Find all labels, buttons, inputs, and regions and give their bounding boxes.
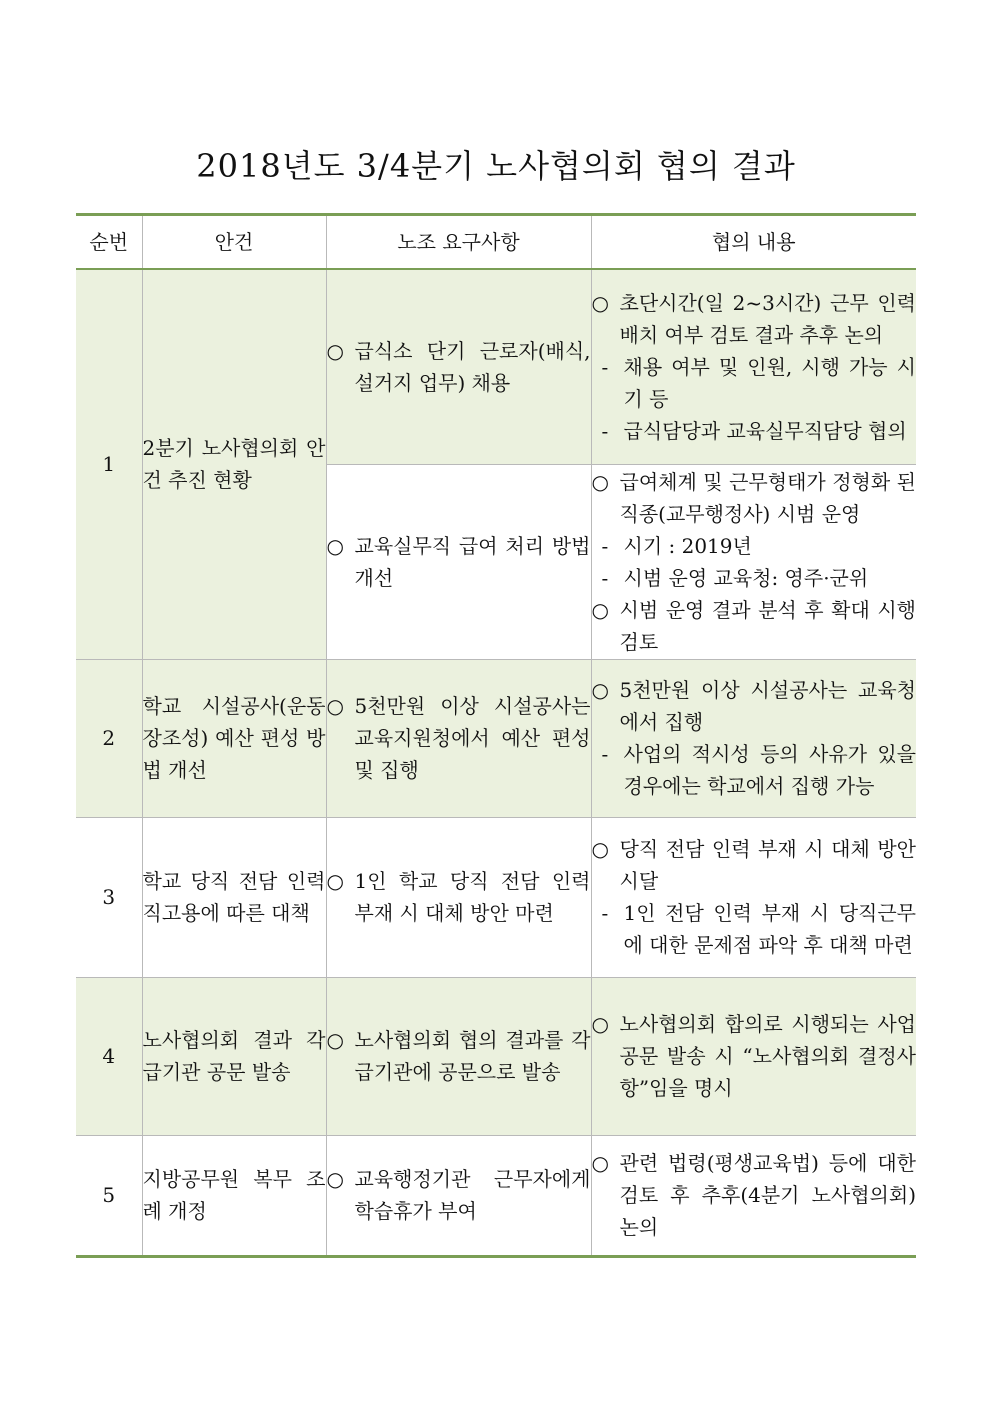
result-cell: ○ 급여체계 및 근무형태가 정형화 된 직종(교무행정사) 시범 운영 - 시기 : 2019년 - 시범 운영 교육청: 영주·군위 ○ 시범 운영 결과 분석 후 확대 시행 검토 <box>591 464 916 659</box>
result-item: 당직 전담 인력 부재 시 대체 방안 시달 <box>619 837 916 893</box>
table-row <box>76 269 916 464</box>
header-row <box>76 215 916 270</box>
row-number: 4 <box>76 977 142 1135</box>
result-cell: ○ 관련 법령(평생교육법) 등에 대한 검토 후 추후(4분기 노사협의회) 논의 <box>591 1135 916 1256</box>
request-cell: ○ 교육행정기관 근무자에게 학습휴가 부여 <box>326 1135 591 1256</box>
table-row <box>76 1135 916 1256</box>
header-no: 순번 <box>76 215 142 270</box>
table-row <box>76 817 916 977</box>
agenda-cell: 학교 시설공사(운동장조성) 예산 편성 방법 개선 <box>142 659 326 817</box>
row-number: 1 <box>76 269 142 659</box>
agenda-cell: 지방공무원 복무 조례 개정 <box>142 1135 326 1256</box>
request-cell: ○ 1인 학교 당직 전담 인력 부재 시 대체 방안 마련 <box>326 817 591 977</box>
result-cell: ○ 당직 전담 인력 부재 시 대체 방안 시달 - 1인 전담 인력 부재 시 당직근무에 대한 문제점 파악 후 대책 마련 <box>591 817 916 977</box>
request-text: 급식소 단기 근로자(배식, 설거지 업무) 채용 <box>354 338 591 395</box>
row-number: 5 <box>76 1135 142 1256</box>
request-text: 1인 학교 당직 전담 인력 부재 시 대체 방안 마련 <box>354 869 591 925</box>
document-title: 2018년도 3/4분기 노사협의회 협의 결과 <box>196 147 796 185</box>
result-cell: ○ 5천만원 이상 시설공사는 교육청에서 집행 - 사업의 적시성 등의 사유가 있을 경우에는 학교에서 집행 가능 <box>591 659 916 817</box>
row-number: 2 <box>76 659 142 817</box>
request-text: 교육실무직 급여 처리 방법 개선 <box>354 533 591 590</box>
result-item: 관련 법령(평생교육법) 등에 대한 검토 후 추후(4분기 노사협의회) 논의 <box>619 1151 916 1239</box>
result-item: 시범 운영 결과 분석 후 확대 시행 검토 <box>619 597 916 654</box>
request-cell: ○ 급식소 단기 근로자(배식, 설거지 업무) 채용 <box>326 269 591 464</box>
agenda-cell: 2분기 노사협의회 안건 추진 현황 <box>142 269 326 659</box>
table-row <box>76 659 916 817</box>
result-item: 채용 여부 및 인원, 시행 가능 시기 등 <box>623 354 916 411</box>
request-text: 교육행정기관 근무자에게 학습휴가 부여 <box>354 1167 591 1223</box>
result-item: 노사협의회 합의로 시행되는 사업공문 발송 시 “노사협의회 결정사항”임을 명시 <box>619 1012 916 1100</box>
agenda-cell: 노사협의회 결과 각급기관 공문 발송 <box>142 977 326 1135</box>
agenda-cell: 학교 당직 전담 인력 직고용에 따른 대책 <box>142 817 326 977</box>
header-result: 협의 내용 <box>591 215 916 270</box>
result-item: 급식담당과 교육실무직담당 협의 <box>623 418 907 443</box>
request-cell: ○ 5천만원 이상 시설공사는 교육지원청에서 예산 편성 및 집행 <box>326 659 591 817</box>
result-item: 급여체계 및 근무형태가 정형화 된 직종(교무행정사) 시범 운영 <box>619 469 916 526</box>
result-item: 시기 : 2019년 <box>623 533 752 558</box>
result-cell: ○ 노사협의회 합의로 시행되는 사업공문 발송 시 “노사협의회 결정사항”임을 명시 <box>591 977 916 1135</box>
result-cell: ○ 초단시간(일 2~3시간) 근무 인력 배치 여부 검토 결과 추후 논의 - 채용 여부 및 인원, 시행 가능 시기 등 - 급식담당과 교육실무직담당 협의 <box>591 269 916 464</box>
result-item: 초단시간(일 2~3시간) 근무 인력 배치 여부 검토 결과 추후 논의 <box>619 290 916 347</box>
result-item: 1인 전담 인력 부재 시 당직근무에 대한 문제점 파악 후 대책 마련 <box>623 901 916 957</box>
result-item: 시범 운영 교육청: 영주·군위 <box>623 565 869 590</box>
results-table <box>76 213 916 1258</box>
header-request: 노조 요구사항 <box>326 215 591 270</box>
request-text: 노사협의회 협의 결과를 각급기관에 공문으로 발송 <box>354 1028 591 1084</box>
table-row <box>76 977 916 1135</box>
request-cell: ○ 노사협의회 협의 결과를 각급기관에 공문으로 발송 <box>326 977 591 1135</box>
row-number: 3 <box>76 817 142 977</box>
request-cell: ○ 교육실무직 급여 처리 방법 개선 <box>326 464 591 659</box>
request-text: 5천만원 이상 시설공사는 교육지원청에서 예산 편성 및 집행 <box>354 694 591 782</box>
header-agenda: 안건 <box>142 215 326 270</box>
result-item: 사업의 적시성 등의 사유가 있을 경우에는 학교에서 집행 가능 <box>623 742 916 798</box>
result-item: 5천만원 이상 시설공사는 교육청에서 집행 <box>619 678 916 734</box>
